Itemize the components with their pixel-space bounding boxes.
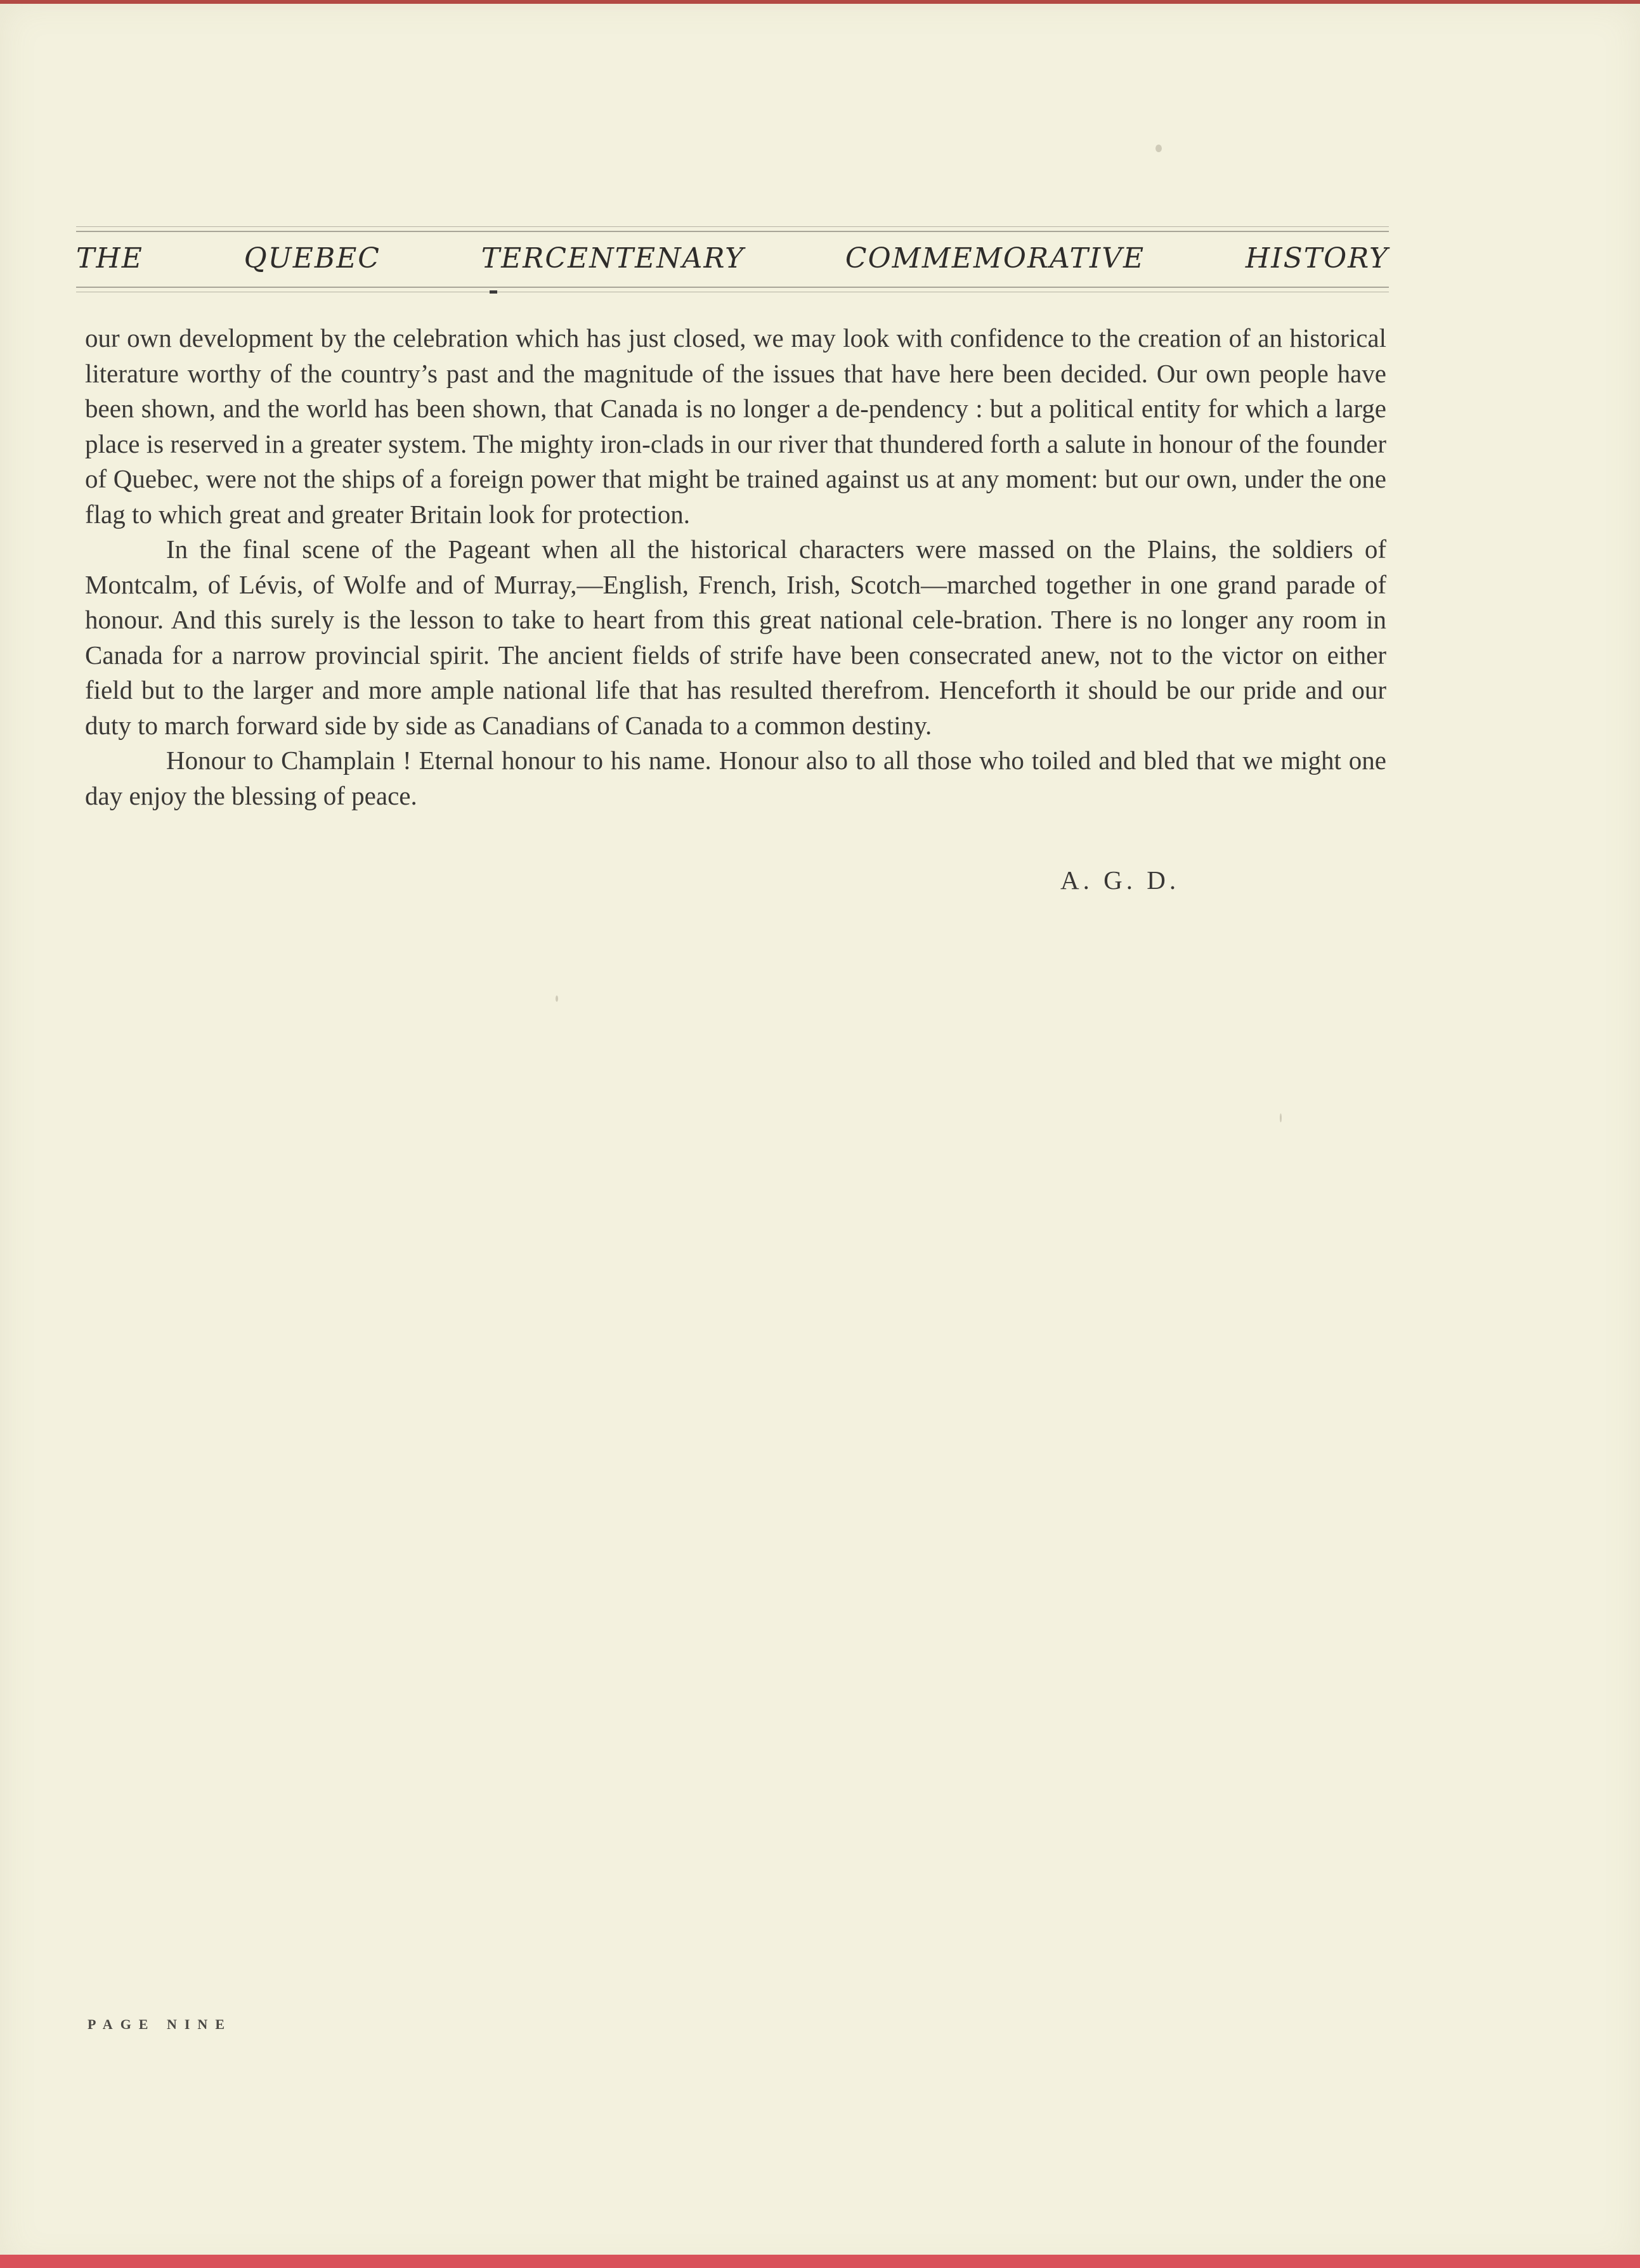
header-rule-bottom-inner [76, 287, 1389, 288]
author-signature: A. G. D. [1060, 865, 1180, 895]
running-head: THE QUEBEC TERCENTENARY COMMEMORATIVE HISTORY [76, 242, 1389, 275]
paper-speck [556, 995, 558, 1002]
paragraph-1: our own development by the celebration which has just closed, we may look with confidence to the creation of an historical literature worthy of the country’s past and the magnitude of the issues that have here been decided. Our own people have been shown, and the world has been shown, that Canada is no longer a de-pendency : but a political entity for which a large place is reserved in a greater system. The mighty iron-clads in our river that thundered forth a salute in honour of the founder of Quebec, were not the ships of a foreign power that might be trained against us at any moment: but our own, under the one flag to which great and greater Britain look for protection. [85, 323, 1387, 529]
paragraph-3: Honour to Champlain ! Eternal honour to his name. Honour also to all those who toiled and bled that we might one day enjoy the blessing of peace. [85, 746, 1386, 810]
header-rule-mark [490, 290, 497, 294]
header-rule-top-inner [76, 231, 1389, 232]
paper-speck [1280, 1113, 1282, 1122]
page-bottom-edge [0, 2255, 1640, 2268]
page-number: PAGE NINE [88, 2016, 232, 2032]
paragraph-2: In the final scene of the Pageant when all the historical characters were massed on the Plains, the soldiers of Montcalm, of Lévis, of Wolfe and of Murray,—English, French, Irish, Scotch—marched together in one grand parade of honour. And this surely is the lesson to take to heart from this great national cele-bration. There is no longer any room in Canada for a narrow provincial spirit. The ancient fields of strife have been consecrated anew, not to the victor on either field but to the larger and more ample national life that has resulted therefrom. Henceforth it should be our pride and our duty to march forward side by side as Canadians of Canada to a common destiny. [85, 535, 1386, 740]
body-text [85, 321, 1386, 813]
page-top-edge [0, 0, 1640, 4]
header-rule-top-outer [76, 226, 1389, 227]
paper-speck [1155, 145, 1162, 152]
